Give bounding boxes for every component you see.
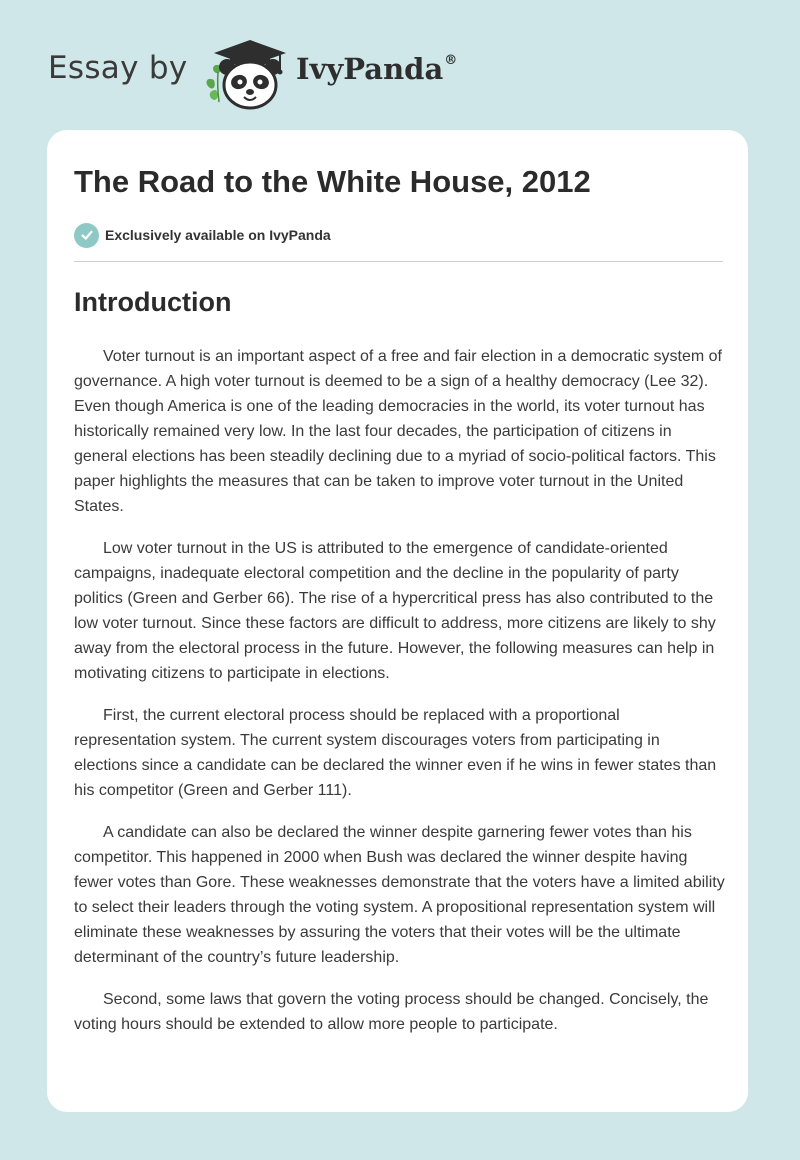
essay-card: [47, 130, 748, 1112]
page-title: The Road to the White House, 2012: [74, 164, 591, 199]
essay-body: [74, 344, 725, 1054]
brand-name[interactable]: IvyPanda®: [296, 52, 458, 86]
paragraph: Second, some laws that govern the voting process should be changed. Concisely, the voting hours should be extended to allow more people to participate.: [74, 991, 709, 1033]
exclusive-badge: [74, 222, 331, 248]
panda-graduate-icon[interactable]: [200, 36, 292, 110]
paragraph: Low voter turnout in the US is attributed to the emergence of candidate-oriented campaigns, inadequate electoral competition and the decline in the popularity of party politics (Green and Gerber 66). The rise of a hypercritical press has also contributed to the low voter turnout. Since these factors are difficult to address, more citizens are likely to shy away from the electoral process in the future. However, the following measures can help in motivating citizens to participate in elections.: [74, 540, 716, 682]
divider: [74, 261, 723, 262]
registered-mark: ®: [444, 53, 458, 69]
paragraph: First, the current electoral process should be replaced with a proportional representation system. The current system discourages voters from participating in elections since a candidate can be declared the winner even if he wins in fewer states than his competitor (Green and Gerber 111).: [74, 707, 717, 799]
site-header: [0, 0, 800, 130]
check-circle-icon: [74, 223, 99, 248]
brand-prefix: Essay by: [48, 50, 188, 86]
section-heading: Introduction: [74, 287, 232, 317]
paragraph: A candidate can also be declared the winner despite garnering fewer votes than his competitor. This happened in 2000 when Bush was declared the winner despite having fewer votes than Gore. These weaknesses demonstrate that the voters have a limited ability to select their leaders through the voting system. A propositional representation system will eliminate these weaknesses by assuring the voters that their votes will be the ultimate determinant of the country’s future leadership.: [74, 824, 725, 966]
badge-text: Exclusively available on IvyPanda: [105, 227, 331, 243]
paragraph: Voter turnout is an important aspect of a free and fair election in a democratic system of governance. A high voter turnout is deemed to be a sign of a healthy democracy (Lee 32). Even though America is one of the leading democracies in the world, its voter turnout has historically remained very low. In the last four decades, the participation of citizens in general elections has been steadily declining due to a myriad of socio-political factors. This paper highlights the measures that can be taken to improve voter turnout in the United States.: [74, 348, 722, 515]
